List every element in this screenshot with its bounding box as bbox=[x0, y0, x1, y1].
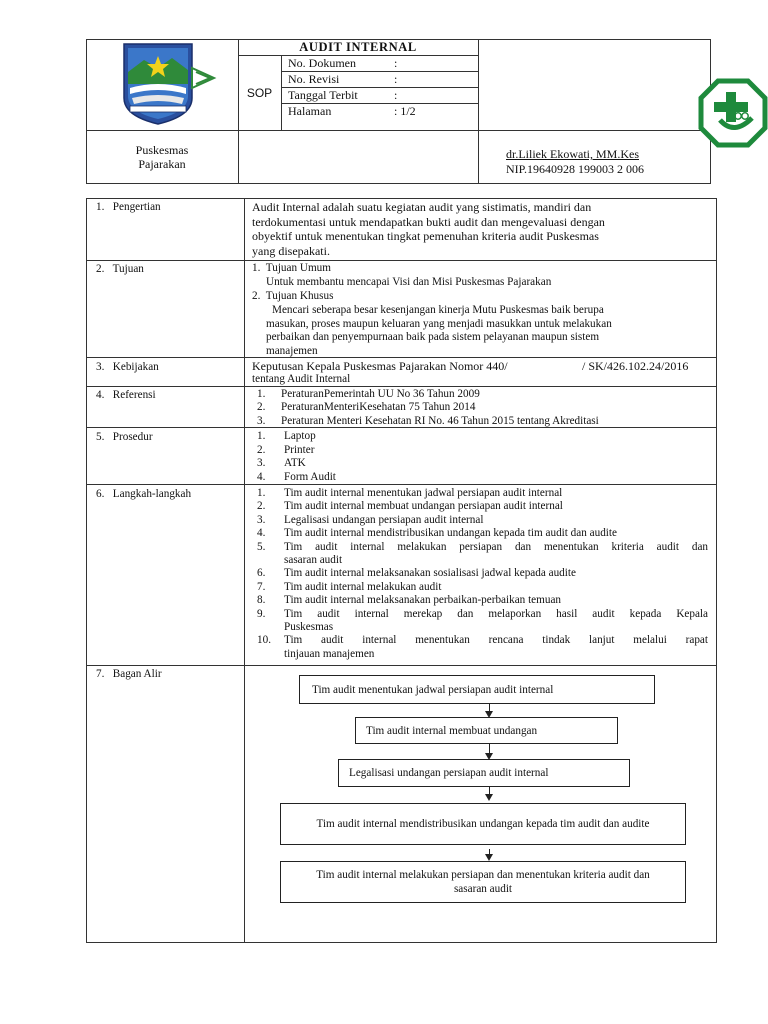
langkah-item-number: 3. bbox=[257, 513, 266, 526]
flow-arrow bbox=[489, 704, 490, 712]
langkah-item-text: Tim audit internal melakukan audit bbox=[284, 580, 442, 593]
header-divider bbox=[478, 39, 479, 184]
field-no-revisi-label: No. Revisi bbox=[288, 72, 340, 86]
langkah-item-text: Tim audit internal menentukan rencana tindak lanjut melalui rapat bbox=[284, 634, 708, 647]
langkah-item-number: 10. bbox=[257, 634, 271, 647]
kebijakan-line-1a: Keputusan Kepala Puskesmas Pajarakan Nomor 440/ bbox=[252, 359, 508, 373]
langkah-item-number: 9. bbox=[257, 607, 266, 620]
langkah-item-number: 5. bbox=[257, 540, 266, 553]
section-label-bagan-alir: 7. Bagan Alir bbox=[96, 668, 162, 680]
langkah-item-text: Puskesmas bbox=[284, 621, 334, 634]
langkah-item-text: Tim audit internal melaksanakan sosialisasi jadwal kepada audite bbox=[284, 567, 576, 580]
field-no-revisi-value: : bbox=[394, 72, 398, 86]
tujuan-khusus-text bbox=[266, 304, 708, 358]
tujuan-umum-text: Untuk membantu mencapai Visi dan Misi Puskesmas Pajarakan bbox=[266, 276, 552, 288]
pengertian-line: obyektif untuk menentukan tingkat pemenuhan kriteria audit Puskesmas bbox=[252, 229, 599, 243]
langkah-item-text: tinjauan manajemen bbox=[284, 647, 375, 660]
signer-name: dr.Liliek Ekowati, MM.Kes bbox=[506, 147, 639, 161]
flow-box-3: Legalisasi undangan persiapan audit internal bbox=[338, 759, 630, 787]
prosedur-item-text: Form Audit bbox=[284, 470, 336, 483]
langkah-item-text: Tim audit internal mendistribusikan undangan kepada tim audit dan audite bbox=[284, 527, 617, 540]
langkah-item-text: Tim audit internal merekap dan melaporkan hasil audit kepada Kepala bbox=[284, 607, 708, 620]
section-label-referensi: 4. Referensi bbox=[96, 389, 156, 401]
langkah-list bbox=[252, 487, 708, 661]
tujuan-khusus-line: Mencari seberapa besar kesenjangan kinerja Mutu Puskesmas baik berupa bbox=[272, 304, 604, 316]
flow-box-5: Tim audit internal melakukan persiapan dan menentukan kriteria audit dan sasaran audit bbox=[280, 861, 686, 903]
referensi-item: 1. PeraturanPemerintah UU No 36 Tahun 2009 bbox=[257, 388, 480, 400]
referensi-item-text: Peraturan Menteri Kesehatan RI No. 46 Tahun 2015 tentang Akreditasi bbox=[281, 414, 599, 427]
referensi-item: 2. PeraturanMenteriKesehatan 75 Tahun 2014 bbox=[257, 401, 476, 414]
langkah-item bbox=[252, 567, 708, 580]
header-divider bbox=[238, 55, 478, 56]
langkah-item-text: Tim audit internal menentukan jadwal persiapan audit internal bbox=[284, 487, 563, 499]
field-halaman-label: Halaman bbox=[288, 104, 332, 118]
field-no-dokumen-value: : bbox=[394, 56, 398, 70]
row-divider bbox=[86, 260, 717, 261]
section-label-kebijakan: 3. Kebijakan bbox=[96, 361, 159, 373]
langkah-item bbox=[252, 487, 708, 500]
langkah-item bbox=[252, 581, 708, 594]
org-name bbox=[86, 143, 238, 171]
section-label-langkah: 6. Langkah-langkah bbox=[96, 488, 192, 500]
referensi-list bbox=[252, 388, 712, 428]
prosedur-item: 1. Laptop bbox=[257, 430, 316, 442]
sop-label: SOP bbox=[246, 86, 273, 100]
regency-crest-logo bbox=[118, 42, 218, 126]
flow-arrow bbox=[489, 787, 490, 795]
org-line-2: Pajarakan bbox=[138, 157, 186, 171]
flow-arrow bbox=[489, 849, 490, 855]
org-line-1: Puskesmas bbox=[135, 143, 189, 157]
langkah-item-number: 4. bbox=[257, 527, 266, 540]
langkah-item-number: 2. bbox=[257, 500, 266, 513]
langkah-item-number: 8. bbox=[257, 594, 266, 607]
referensi-item-text: PeraturanMenteriKesehatan 75 Tahun 2014 bbox=[281, 401, 476, 414]
kebijakan-line-2: tentang Audit Internal bbox=[252, 373, 351, 385]
tujuan-khusus-line: perbaikan dan penyempurnaan baik pada sistem pelayanan maupun sistem bbox=[266, 331, 600, 344]
langkah-item bbox=[252, 608, 708, 635]
prosedur-item-text: Printer bbox=[284, 443, 315, 456]
langkah-item bbox=[252, 500, 708, 513]
langkah-item bbox=[252, 514, 708, 527]
langkah-item-text: Tim audit internal melakukan persiapan dan menentukan kriteria audit dan bbox=[284, 540, 708, 553]
langkah-item-text: Tim audit internal melaksanakan perbaikan-perbaikan temuan bbox=[284, 594, 562, 607]
row-divider bbox=[86, 386, 717, 387]
flow-box-1: Tim audit menentukan jadwal persiapan audit internal bbox=[299, 675, 655, 704]
section-label-pengertian: 1. Pengertian bbox=[96, 201, 161, 213]
prosedur-list bbox=[252, 430, 712, 484]
langkah-item bbox=[252, 634, 708, 661]
signer-nip: NIP.19640928 199003 2 006 bbox=[506, 162, 645, 176]
field-no-dokumen-label: No. Dokumen bbox=[288, 56, 356, 70]
header-divider bbox=[86, 130, 711, 131]
tujuan-khusus-title: 2. Tujuan Khusus bbox=[252, 290, 334, 302]
field-tanggal-terbit-value: : bbox=[394, 88, 398, 102]
tujuan-khusus-line: masukan, proses maupun keluaran yang menjadi masukkan untuk melakukan bbox=[266, 317, 612, 330]
prosedur-item: 3. ATK bbox=[257, 457, 306, 470]
document-title: AUDIT INTERNAL bbox=[299, 40, 417, 54]
field-tanggal-terbit-label: Tanggal Terbit bbox=[288, 88, 358, 102]
header-divider bbox=[281, 55, 282, 130]
pengertian-line: terdokumentasi untuk mendapatkan bukti audit dan mengevaluasi dengan bbox=[252, 214, 605, 229]
flow-box-4: Tim audit internal mendistribusikan undangan kepada tim audit dan audite bbox=[280, 803, 686, 845]
referensi-item-text: PeraturanPemerintah UU No 36 Tahun 2009 bbox=[281, 388, 480, 400]
langkah-item-text: Legalisasi undangan persiapan audit internal bbox=[284, 513, 484, 526]
tujuan-umum-title: 1. Tujuan Umum bbox=[252, 262, 331, 274]
langkah-item-text: sasaran audit bbox=[284, 554, 343, 567]
content-column-divider bbox=[244, 198, 245, 943]
langkah-item bbox=[252, 527, 708, 540]
section-label-prosedur: 5. Prosedur bbox=[96, 431, 153, 443]
langkah-item-text: Tim audit internal membuat undangan persiapan audit internal bbox=[284, 500, 563, 513]
referensi-item: 3. Peraturan Menteri Kesehatan RI No. 46 Tahun 2015 tentang Akreditasi bbox=[257, 414, 599, 427]
langkah-item-number: 6. bbox=[257, 567, 266, 580]
pengertian-line: Audit Internal adalah suatu kegiatan audit yang sistimatis, mandiri dan bbox=[252, 200, 592, 214]
puskesmas-logo bbox=[698, 78, 768, 148]
flow-box-2: Tim audit internal membuat undangan bbox=[355, 717, 618, 744]
langkah-item bbox=[252, 541, 708, 568]
langkah-item bbox=[252, 594, 708, 607]
pengertian-line: yang disepakati. bbox=[252, 243, 330, 258]
field-halaman-value: : 1/2 bbox=[394, 104, 416, 118]
section-label-tujuan: 2. Tujuan bbox=[96, 263, 144, 275]
prosedur-item-text: Laptop bbox=[284, 430, 316, 442]
prosedur-item: 2. Printer bbox=[257, 443, 315, 456]
prosedur-item-text: ATK bbox=[284, 457, 306, 470]
flow-arrow bbox=[489, 744, 490, 754]
pengertian-text bbox=[252, 200, 712, 258]
langkah-item-number: 7. bbox=[257, 580, 266, 593]
langkah-item-number: 1. bbox=[257, 487, 266, 499]
header-divider bbox=[238, 39, 239, 184]
row-divider bbox=[86, 665, 717, 666]
prosedur-item: 4. Form Audit bbox=[257, 470, 336, 483]
kebijakan-line-1b: / SK/426.102.24/2016 bbox=[582, 359, 689, 373]
tujuan-khusus-line: manajemen bbox=[266, 344, 318, 357]
